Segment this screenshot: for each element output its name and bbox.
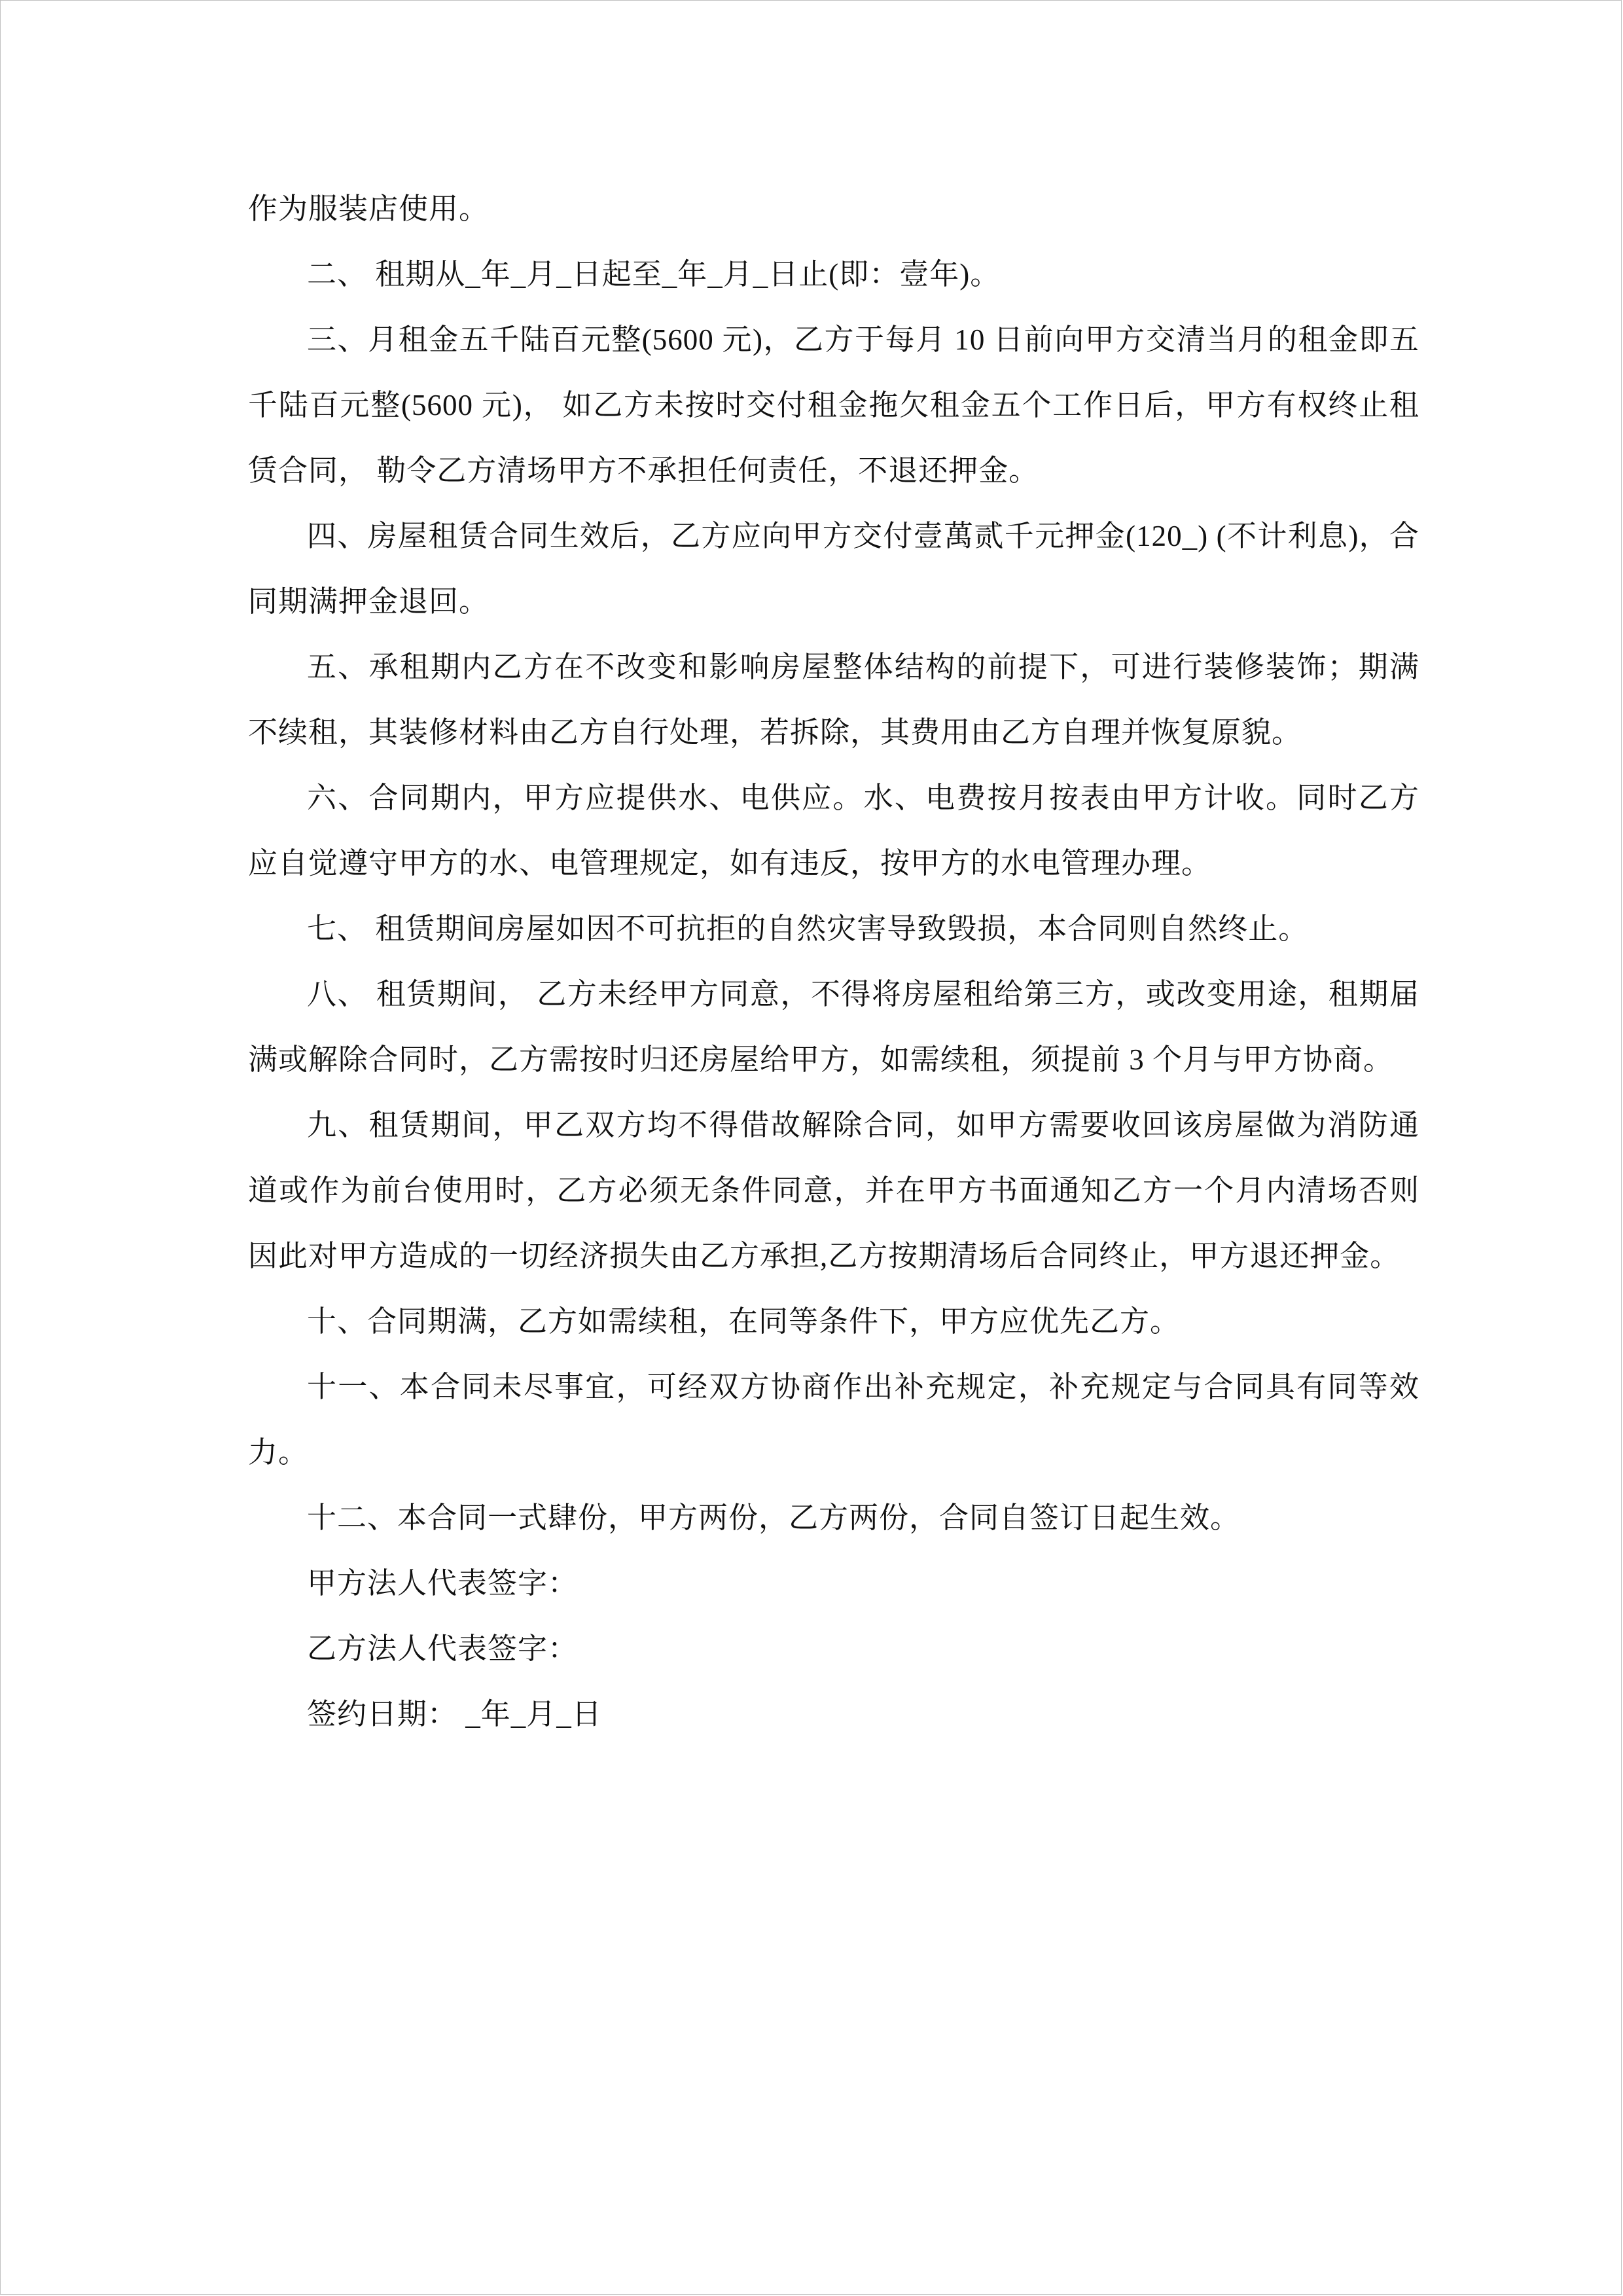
contract-clause-7: 七、 租赁期间房屋如因不可抗拒的自然灾害导致毁损，本合同则自然终止。 [307, 912, 1309, 945]
contract-clause-3: 三、月租金五千陆百元整(5600 元)，乙方于每月 10 日前向甲方交清当月的租金即五千陆百元整(5600 元)， 如乙方未按时交付租金拖欠租金五个工作日后，甲方有权终止租赁合同， 勒令乙方清场甲方不承担任何责任，不退还押金。 [248, 323, 1419, 487]
contract-clause-8: 八、 租赁期间， 乙方未经甲方同意，不得将房屋租给第三方，或改变用途，租期届满或解除合同时，乙方需按时归还房屋给甲方，如需续租，须提前 3 个月与甲方协商。 [248, 978, 1419, 1076]
signature-line-party-a: 甲方法人代表签字： [307, 1567, 579, 1600]
contract-clause-10: 十、合同期满，乙方如需续租，在同等条件下，甲方应优先乙方。 [307, 1305, 1181, 1338]
signing-date-line: 签约日期： _年_月_日 [307, 1698, 602, 1731]
contract-clause-5: 五、承租期内乙方在不改变和影响房屋整体结构的前提下，可进行装修装饰；期满不续租，其装修材料由乙方自行处理，若拆除，其费用由乙方自理并恢复原貌。 [248, 651, 1419, 749]
contract-clause-continuation: 作为服装店使用。 [248, 192, 490, 225]
contract-clause-2: 二、 租期从_年_月_日起至_年_月_日止(即：壹年)。 [307, 258, 1001, 291]
contract-clause-4: 四、房屋租赁合同生效后，乙方应向甲方交付壹萬贰千元押金(120_) (不计利息)，合同期满押金退回。 [248, 520, 1419, 618]
contract-clause-6: 六、合同期内，甲方应提供水、电供应。水、电费按月按表由甲方计收。同时乙方应自觉遵守甲方的水、电管理规定，如有违反，按甲方的水电管理办理。 [248, 781, 1419, 880]
signature-line-party-b: 乙方法人代表签字： [307, 1632, 579, 1665]
contract-clause-9: 九、租赁期间，甲乙双方均不得借故解除合同，如甲方需要收回该房屋做为消防通道或作为前台使用时，乙方必须无条件同意，并在甲方书面通知乙方一个月内清场否则因此对甲方造成的一切经济损失由乙方承担,乙方按期清场后合同终止，甲方退还押金。 [248, 1109, 1419, 1272]
contract-clause-11: 十一、本合同未尽事宜，可经双方协商作出补充规定，补充规定与合同具有同等效力。 [248, 1371, 1419, 1469]
contract-clause-12: 十二、本合同一式肆份，甲方两份，乙方两份，合同自签订日起生效。 [307, 1501, 1241, 1534]
contract-body [248, 176, 1419, 1747]
